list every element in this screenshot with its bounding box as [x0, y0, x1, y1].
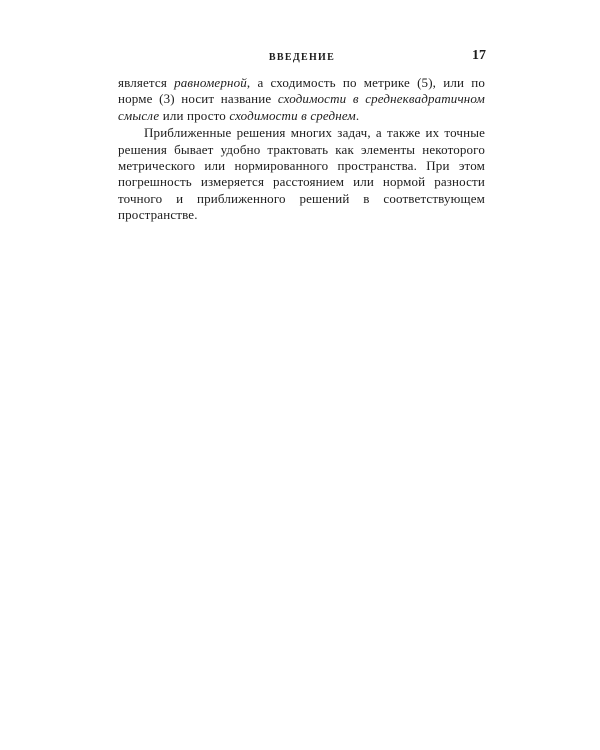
text-segment: . — [355, 107, 360, 123]
paragraph-2 — [118, 125, 485, 223]
running-title: ВВЕДЕНИЕ — [268, 52, 336, 63]
body-text — [118, 75, 485, 224]
running-head — [118, 48, 486, 66]
page-number: 17 — [472, 48, 486, 63]
text-segment: или просто — [159, 107, 230, 123]
paragraph-1 — [118, 75, 485, 124]
text-segment: является — [118, 75, 175, 90]
text-segment: , а сходимость по метрике (5), или по норме (3) носит название — [118, 75, 485, 107]
text-segment: Приближенные решения многих задач, а также их точные решения бывает удобно трактовать как элементы некоторого метрического или нормированного пространства. При этом погрешность измеряется расстоянием или нормой разности точного и приближенного решений в соответствующем пространстве. — [118, 125, 485, 223]
italic-term: сходимости в среднем — [229, 107, 356, 123]
italic-term: равномерной — [174, 75, 247, 90]
italic-term: сходимости в среднеквадратичном смысле — [118, 91, 486, 123]
